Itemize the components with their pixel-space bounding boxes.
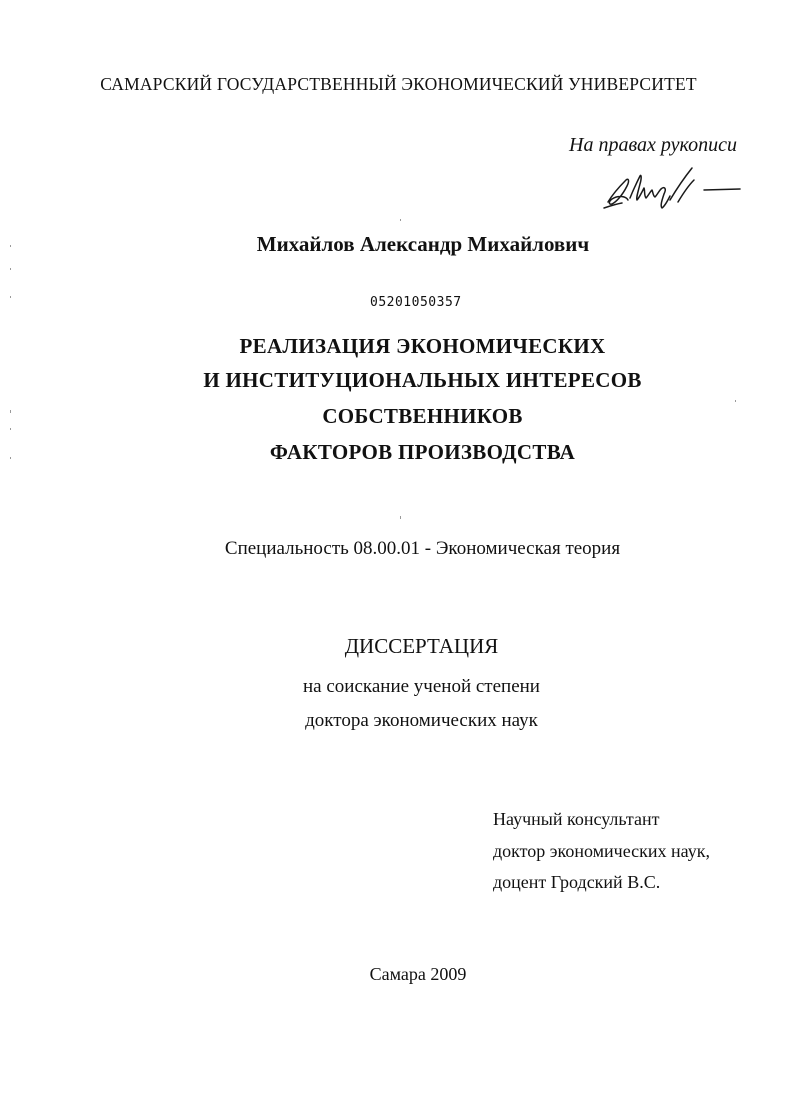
scan-artifact bbox=[10, 410, 11, 413]
dissertation-title-line-3: СОБСТВЕННИКОВ bbox=[322, 404, 523, 428]
manuscript-rights-note: На правах рукописи bbox=[569, 134, 737, 156]
consultant-degree: доктор экономических наук, bbox=[493, 841, 710, 861]
degree-purpose: на соискание ученой степени bbox=[303, 676, 540, 697]
dissertation-title-line-2: И ИНСТИТУЦИОНАЛЬНЫХ ИНТЕРЕСОВ bbox=[203, 368, 642, 392]
scan-artifact bbox=[10, 428, 11, 430]
handwritten-signature bbox=[600, 162, 750, 232]
scan-artifact bbox=[400, 219, 401, 221]
degree-name: доктора экономических наук bbox=[305, 710, 538, 731]
specialty-line: Специальность 08.00.01 - Экономическая теория bbox=[224, 538, 621, 559]
university-name: САМАРСКИЙ ГОСУДАРСТВЕННЫЙ ЭКОНОМИЧЕСКИЙ УНИВЕРСИТЕТ bbox=[100, 74, 697, 94]
consultant-name: доцент Гродский В.С. bbox=[493, 872, 661, 892]
dissertation-title-line-4: ФАКТОРОВ ПРОИЗВОДСТВА bbox=[269, 440, 576, 464]
scan-artifact bbox=[10, 268, 11, 270]
consultant-role: Научный консультант bbox=[493, 809, 660, 829]
scan-artifact bbox=[10, 245, 11, 247]
scan-artifact bbox=[10, 296, 11, 298]
dissertation-title-line-1: РЕАЛИЗАЦИЯ ЭКОНОМИЧЕСКИХ bbox=[239, 334, 606, 358]
scan-artifact bbox=[400, 516, 401, 519]
scan-artifact bbox=[735, 400, 736, 402]
author-name: Михайлов Александр Михайлович bbox=[256, 232, 590, 256]
city-year: Самара 2009 bbox=[369, 964, 467, 984]
dissertation-type: ДИССЕРТАЦИЯ bbox=[344, 634, 499, 658]
registration-code: 05201050357 bbox=[370, 295, 462, 310]
scan-artifact bbox=[10, 457, 11, 459]
